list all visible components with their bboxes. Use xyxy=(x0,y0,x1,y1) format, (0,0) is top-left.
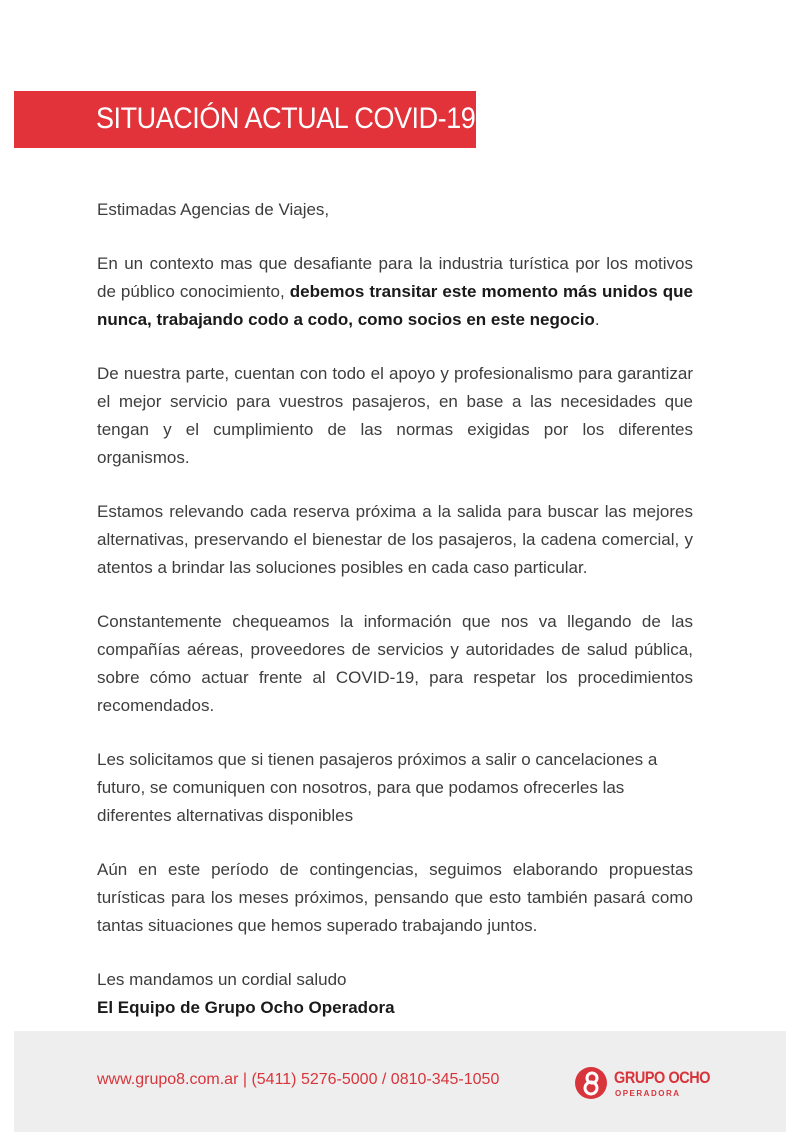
paragraph-6: Aún en este período de contingencias, seguimos elaborando propuestas turísticas para los meses próximos, pensando que esto también pasará como tantas situaciones que hemos superado trabajando juntos. xyxy=(97,860,693,935)
footer-contact[interactable]: www.grupo8.com.ar | (5411) 5276-5000 / 0810-345-1050 xyxy=(97,1071,500,1088)
closing-signature: El Equipo de Grupo Ocho Operadora xyxy=(97,998,395,1017)
footer xyxy=(14,1031,786,1132)
letter-body xyxy=(97,196,693,1048)
grupo-ocho-logo xyxy=(574,1064,711,1104)
paragraph-5: Les solicitamos que si tienen pasajeros próximos a salir o cancelaciones a futuro, se comuniquen con nosotros, para que podamos ofrecerles las diferentes alternativas disponibles xyxy=(97,750,658,825)
greeting: Estimadas Agencias de Viajes, xyxy=(97,200,330,219)
paragraph-1 xyxy=(97,250,693,334)
paragraph-3: Estamos relevando cada reserva próxima a la salida para buscar las mejores alternativas, preservando el bienestar de los pasajeros, la cadena comercial, y atentos a brindar las soluciones posibles en cada caso particular. xyxy=(97,502,693,577)
logo-name: GRUPO OCHO xyxy=(614,1068,711,1087)
logo-subtitle: OPERADORA xyxy=(615,1089,681,1098)
paragraph-1-emphasis: debemos transitar este momento más unidos que nunca, trabajando codo a codo, como socios en este negocio xyxy=(97,282,693,329)
paragraph-1-text: En un contexto mas que desafiante para la industria turística por los motivos de público conocimiento, xyxy=(97,254,693,301)
paragraph-4: Constantemente chequeamos la información que nos va llegando de las compañías aéreas, proveedores de servicios y autoridades de salud pública, sobre cómo actuar frente al COVID-19, para respetar los procedimientos recomendados. xyxy=(97,612,693,715)
closing xyxy=(97,966,693,1022)
closing-salutation: Les mandamos un cordial saludo xyxy=(97,970,347,989)
page-title: SITUACIÓN ACTUAL COVID-19 xyxy=(96,102,476,135)
paragraph-2: De nuestra parte, cuentan con todo el apoyo y profesionalismo para garantizar el mejor servicio para vuestros pasajeros, en base a las necesidades que tengan y el cumplimiento de las normas exigidas por los diferentes organismos. xyxy=(97,364,693,467)
paragraph-1-end: . xyxy=(594,310,600,329)
title-banner xyxy=(14,91,476,148)
grupo-ocho-logo-icon xyxy=(574,1066,608,1100)
